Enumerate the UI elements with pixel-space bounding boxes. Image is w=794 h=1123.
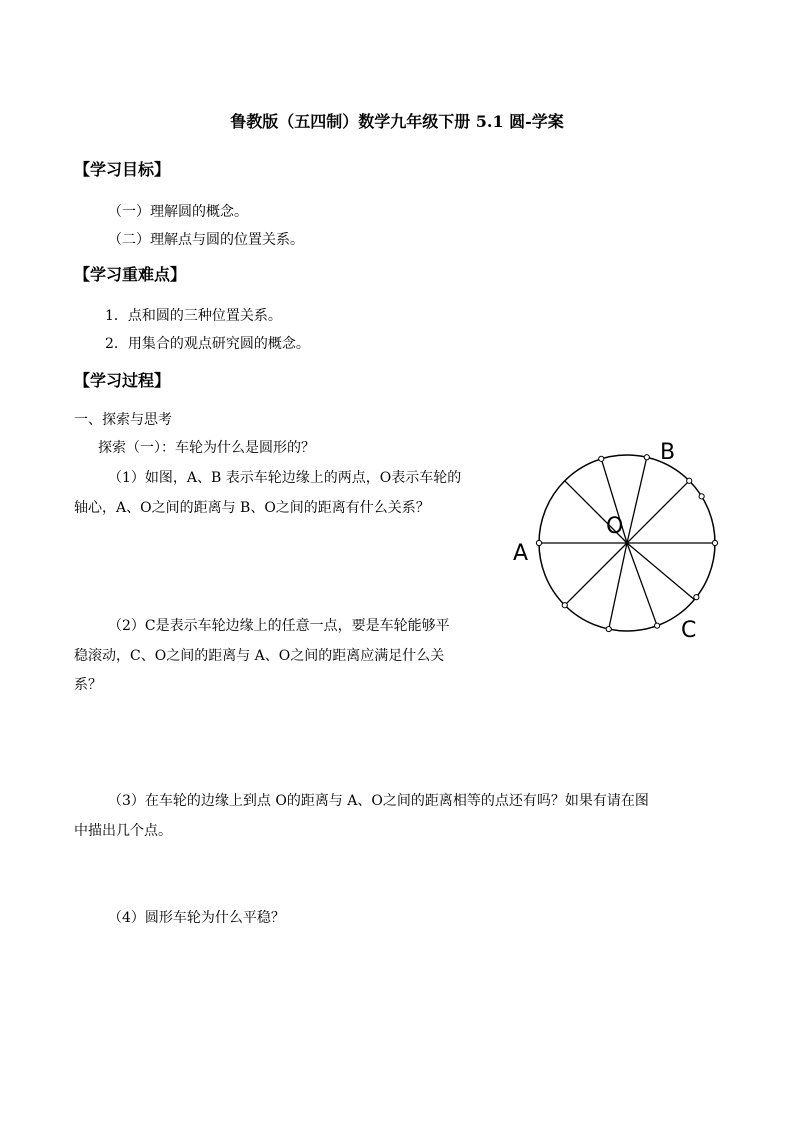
rim-point xyxy=(694,595,699,600)
goal-item-1: （一）理解圆的概念。 xyxy=(108,204,248,220)
rim-point xyxy=(687,478,692,483)
rim-point xyxy=(606,626,611,631)
wheel-spoke xyxy=(609,543,627,629)
rim-point xyxy=(536,540,541,545)
q2-line-1: （2）C是表示车轮边缘上的任意一点，要是车轮能够平 xyxy=(108,618,450,634)
label-b: B xyxy=(660,440,676,465)
rim-point xyxy=(654,623,659,628)
q2-line-2: 稳滚动，C、O之间的距离与 A、O之间的距离应满足什么关 xyxy=(74,648,445,664)
q1-line-2: 轴心，A、O之间的距离与 B、O之间的距离有什么关系？ xyxy=(74,500,430,516)
wheel-figure xyxy=(505,432,735,647)
q2-line-3: 系？ xyxy=(74,677,102,693)
key-point-item-1: 1．点和圆的三种位置关系。 xyxy=(105,308,282,324)
wheel-spoke xyxy=(565,543,627,605)
rim-point xyxy=(599,456,604,461)
q3-line-1: （3）在车轮的边缘上到点 O的距离与 A、O之间的距离相等的点还有吗？如果有请在图 xyxy=(108,793,649,809)
label-c: C xyxy=(681,618,697,643)
goal-item-2: （二）理解点与圆的位置关系。 xyxy=(108,232,304,248)
explore1-text: 探索（一）：车轮为什么是圆形的？ xyxy=(98,440,315,456)
key-points-heading: 【学习重难点】 xyxy=(74,265,187,284)
goals-heading: 【学习目标】 xyxy=(74,160,171,179)
q4-text: （4）圆形车轮为什么平稳？ xyxy=(108,910,285,926)
wheel-spoke xyxy=(627,457,647,543)
label-o: O xyxy=(606,514,624,539)
rim-point xyxy=(699,494,704,499)
rim-point xyxy=(644,455,649,460)
part1-heading: 一、探索与思考 xyxy=(74,412,172,428)
rim-point xyxy=(712,540,717,545)
q3-line-2: 中描出几个点。 xyxy=(74,823,172,839)
page-title: 鲁教版（五四制）数学九年级下册 5.1 圆-学案 xyxy=(230,112,564,131)
rim-point xyxy=(562,603,567,608)
wheel-spoke xyxy=(627,481,689,543)
q1-line-1: （1）如图，A、B 表示车轮边缘上的两点，O表示车轮的 xyxy=(108,470,462,486)
process-heading: 【学习过程】 xyxy=(74,371,171,390)
label-a: A xyxy=(513,541,529,566)
key-point-item-2: 2．用集合的观点研究圆的概念。 xyxy=(105,336,310,352)
